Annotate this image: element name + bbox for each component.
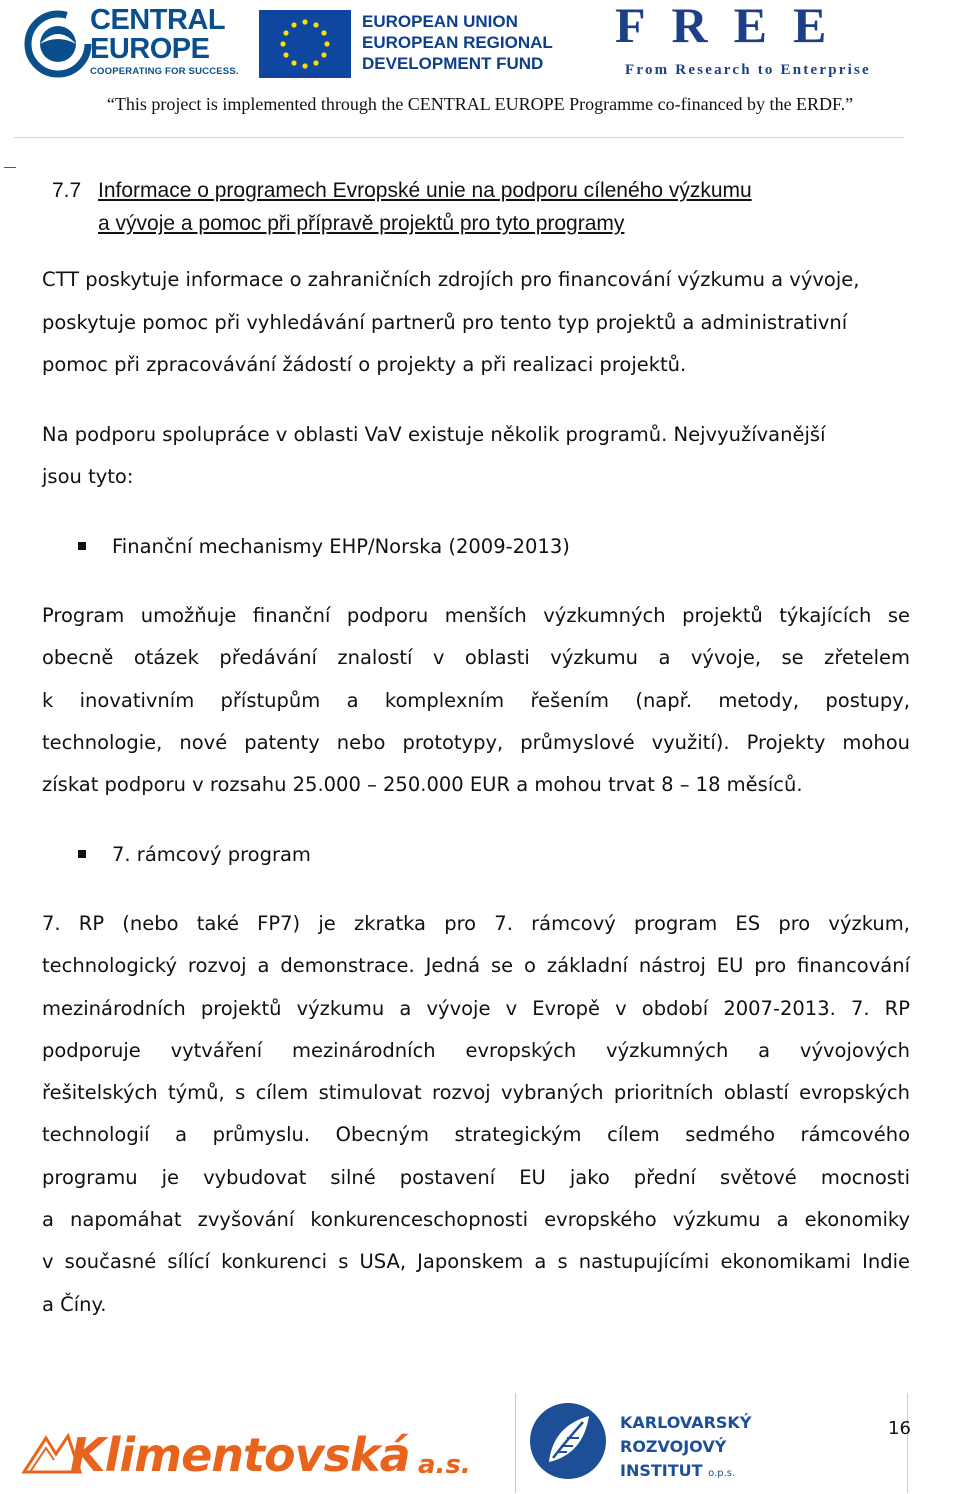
logo-tagline: COOPERATING FOR SUCCESS. [90, 66, 239, 77]
paragraph-4-line: v současné sílící konkurenci s USA, Japonskem a s nastupujícími ekonomikami Indie [42, 1250, 910, 1273]
header-divider [14, 137, 904, 138]
bullet-item-fp7: 7. rámcový program [112, 843, 311, 866]
paragraph-4-line: 7. RP (nebo také FP7) je zkratka pro 7. rámcový program ES pro výzkum, [42, 912, 910, 935]
paragraph-4-line: a napomáhat zvyšování konkurenceschopnosti evropského výzkumu a ekonomiky [42, 1208, 910, 1231]
paragraph-4-line: a Číny. [42, 1293, 107, 1316]
paragraph-1-line: CTT poskytuje informace o zahraničních zdrojích pro financování výzkumu a vývoje, [42, 268, 860, 291]
paragraph-3-line: obecně otázek předávání znalostí v oblasti výzkumu a vývoje, se zřetelem [42, 646, 910, 669]
paragraph-2-line: Na podporu spolupráce v oblasti VaV existuje několik programů. Nejvyužívanější [42, 423, 826, 446]
paragraph-4-line: programu je vybudovat silné postavení EU jako přední světové mocnosti [42, 1166, 910, 1189]
eu-line-1: EUROPEAN UNION [362, 12, 518, 31]
bullet-item-eea-norway: Finanční mechanismy EHP/Norska (2009-2013) [112, 535, 570, 558]
klimentovska-suffix: a.s. [418, 1450, 471, 1480]
paragraph-4-line: řešitelských týmů, s cílem stimulovat rozvoj vybraných prioritních oblastí evropských [42, 1081, 910, 1104]
paragraph-3-line: k inovativním přístupům a komplexním řešením (např. metody, postupy, [42, 689, 910, 712]
section-title-line-1: Informace o programech Evropské unie na podporu cíleného výzkumu [98, 179, 752, 202]
project-statement: “This project is implemented through the CENTRAL EUROPE Programme co-financed by the ERDF.” [106, 94, 854, 114]
section-title-line-2: a vývoje a pomoc při přípravě projektů pro tyto programy [98, 212, 625, 235]
paragraph-3-line: technologie, nové patenty nebo prototypy, průmyslové využití). Projekty mohou [42, 731, 910, 754]
paragraph-4-line: technologií a průmyslu. Obecným strategickým cílem sedmého rámcového [42, 1123, 910, 1146]
free-logo-title: FREE [615, 0, 853, 53]
page-number-divider [907, 1393, 908, 1493]
eu-line-3: DEVELOPMENT FUND [362, 54, 544, 73]
paragraph-4-line: podporuje vytváření mezinárodních evropských výzkumných a vývojových [42, 1039, 910, 1062]
klimentovska-logo: Klimentovská [70, 1428, 410, 1482]
paragraph-4-line: mezinárodních projektů výzkumu a vývoje v Evropě v období 2007-2013. 7. RP [42, 997, 910, 1020]
paragraph-2-line: jsou tyto: [42, 465, 134, 488]
margin-dash [4, 167, 16, 168]
logo-central: CENTRAL [90, 4, 226, 36]
paragraph-3-line: získat podporu v rozsahu 25.000 – 250.000 EUR a mohou trvat 8 – 18 měsíců. [42, 773, 803, 796]
central-europe-logo [90, 6, 239, 77]
paragraph-1-line: pomoc při zpracovávání žádostí o projekty a při realizaci projektů. [42, 353, 687, 376]
kri-line-1: KARLOVARSKÝ [620, 1413, 752, 1432]
eu-flag-icon [259, 10, 351, 78]
paragraph-4-line: technologický rozvoj a demonstrace. Jedná se o základní nástroj EU pro financování [42, 954, 910, 977]
free-logo-subtitle: From Research to Enterprise [625, 62, 871, 78]
kri-leaf-icon [527, 1396, 609, 1486]
eu-regional-fund-label [362, 11, 553, 74]
kri-logo-text [620, 1411, 751, 1486]
page-number: 16 [888, 1418, 911, 1439]
kri-suffix: o.p.s. [708, 1468, 736, 1479]
paragraph-3-line: Program umožňuje finanční podporu menších výzkumných projektů týkajících se [42, 604, 910, 627]
bullet-square-icon [78, 542, 86, 550]
section-number: 7.7 [52, 179, 82, 202]
kri-line-2: ROZVOJOVÝ [620, 1437, 727, 1456]
bullet-square-icon [78, 850, 86, 858]
paragraph-1-line: poskytuje pomoc při vyhledávání partnerů pro tento typ projektů a administrativní [42, 311, 848, 334]
logo-europe: EUROPE [90, 33, 210, 65]
kri-line-3: INSTITUT [620, 1461, 703, 1480]
eu-line-2: EUROPEAN REGIONAL [362, 33, 553, 52]
